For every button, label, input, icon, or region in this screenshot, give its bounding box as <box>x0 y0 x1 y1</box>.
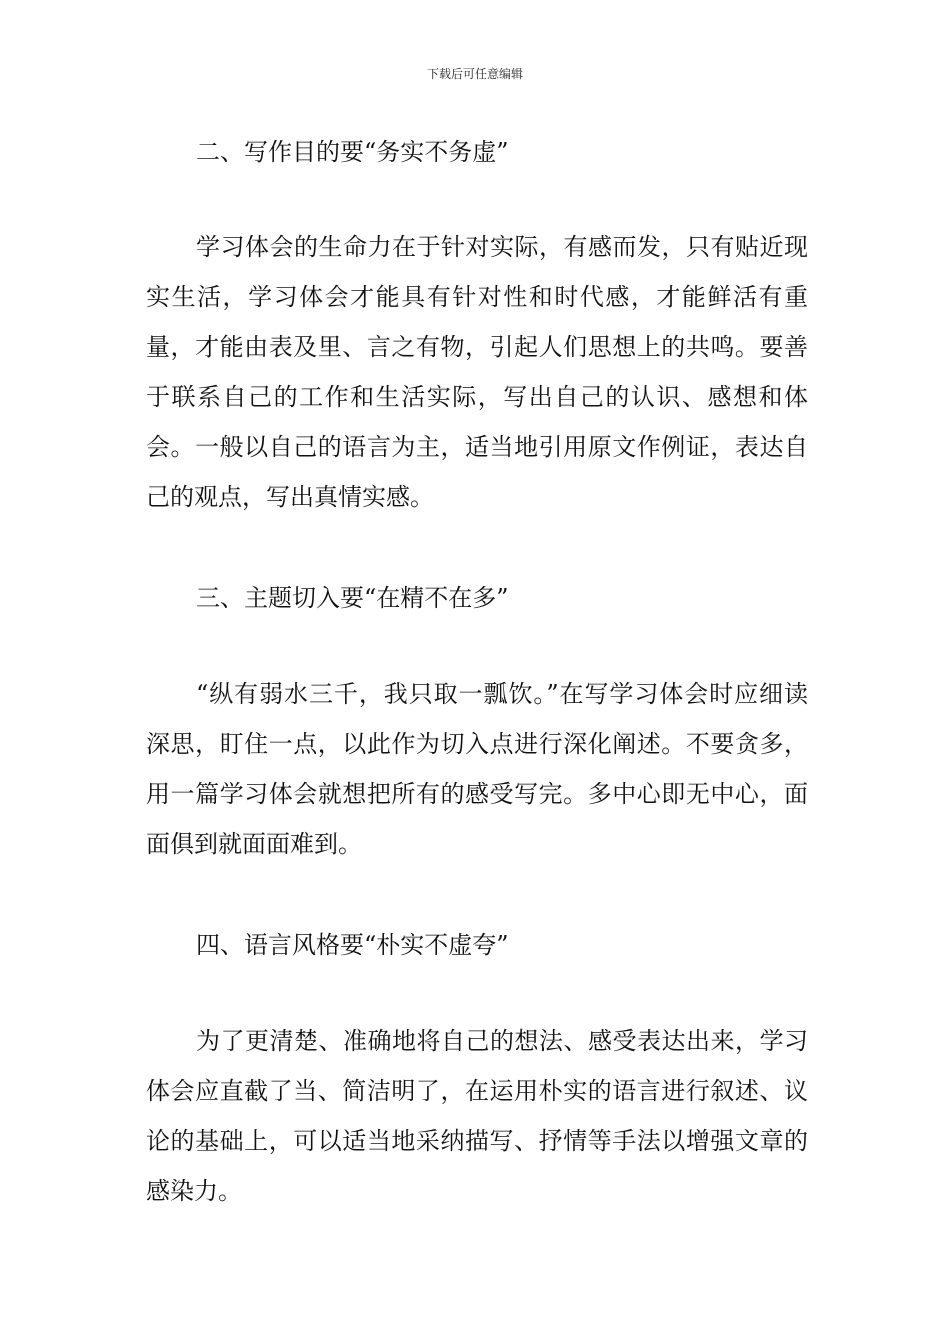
section-heading-three: 三、主题切入要“在精不在多” <box>196 584 509 612</box>
section-heading-four: 四、语言风格要“朴实不虚夸” <box>196 931 509 959</box>
section-heading-two: 二、写作目的要“务实不务虚” <box>196 138 509 166</box>
section-body-two: 学习体会的生命力在于针对实际，有感而发，只有贴近现实生活，学习体会才能具有针对性和时代感，才能鲜活有重量，才能由表及里、言之有物，引起人们思想上的共鸣。要善于联系自己的工作和生活实际，写出自己的认识、感想和体会。一般以自己的语言为主，适当地引用原文作例证，表达自己的观点，写出真情实感。 <box>146 233 808 511</box>
section-body-three: “纵有弱水三千，我只取一瓢饮。”在写学习体会时应细读深思，盯住一点，以此作为切入点进行深化阐述。不要贪多，用一篇学习体会就想把所有的感受写完。多中心即无中心，面面俱到就面面难到。 <box>146 680 808 858</box>
header-note: 下载后可任意编辑 <box>426 67 523 81</box>
section-body-four: 为了更清楚、准确地将自己的想法、感受表达出来，学习体会应直截了当、简洁明了，在运用朴实的语言进行叙述、议论的基础上，可以适当地采纳描写、抒情等手法以增强文章的感染力。 <box>146 1027 808 1205</box>
